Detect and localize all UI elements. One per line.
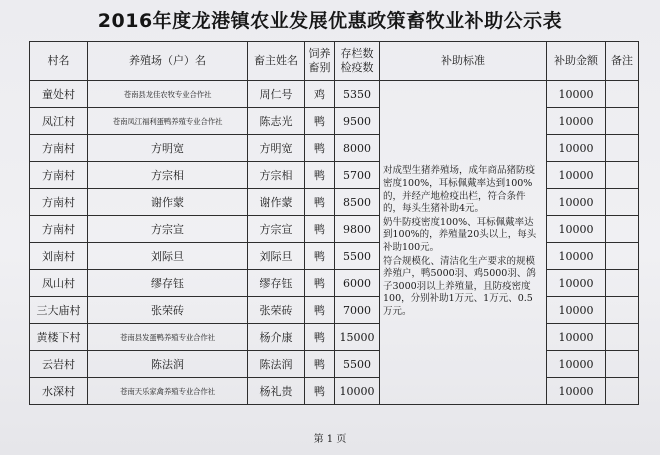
cell-village: 方南村 — [30, 216, 88, 243]
cell-village: 方南村 — [30, 135, 88, 162]
header-owner: 畜主姓名 — [248, 42, 305, 81]
cell-animal: 鸭 — [305, 108, 335, 135]
standard-paragraph: 奶牛防疫密度100%、耳标佩戴率达到100%的，养殖量20头以上，每头补助100元。 — [383, 216, 537, 253]
table-row — [30, 297, 639, 324]
cell-owner: 杨礼贵 — [248, 378, 305, 405]
header-amount: 补助金额 — [547, 42, 606, 81]
cell-count: 5500 — [335, 351, 380, 378]
cell-amount: 10000 — [547, 378, 606, 405]
cell-count: 8500 — [335, 189, 380, 216]
table-row — [30, 108, 639, 135]
cell-count: 15000 — [335, 324, 380, 351]
cell-village: 童处村 — [30, 81, 88, 108]
header-count-line2: 检疫数 — [340, 61, 374, 74]
cell-owner: 方宗宣 — [248, 216, 305, 243]
cell-note — [606, 135, 639, 162]
cell-count: 9500 — [335, 108, 380, 135]
cell-count: 9800 — [335, 216, 380, 243]
page-number: 第 1 页 — [313, 434, 347, 445]
cell-note — [606, 378, 639, 405]
cell-animal: 鸭 — [305, 243, 335, 270]
cell-amount: 10000 — [547, 297, 606, 324]
subsidy-table — [29, 41, 639, 405]
header-standard: 补助标准 — [380, 42, 547, 81]
cell-count: 10000 — [335, 378, 380, 405]
cell-count: 5350 — [335, 81, 380, 108]
cell-amount: 10000 — [547, 324, 606, 351]
table-header-row — [30, 42, 639, 81]
cell-note — [606, 108, 639, 135]
cell-note — [606, 216, 639, 243]
cell-note — [606, 270, 639, 297]
cell-note — [606, 297, 639, 324]
cell-owner: 杨介康 — [248, 324, 305, 351]
document-title: 2016年度龙港镇农业发展优惠政策畜牧业补助公示表 — [97, 10, 563, 32]
table-row — [30, 351, 639, 378]
cell-farm: 刘际旦 — [88, 243, 248, 270]
cell-owner: 陈法润 — [248, 351, 305, 378]
cell-amount: 10000 — [547, 135, 606, 162]
table-row — [30, 378, 639, 405]
cell-owner: 谢作蒙 — [248, 189, 305, 216]
header-count-line1: 存栏数 — [340, 47, 374, 60]
cell-owner: 陈志光 — [248, 108, 305, 135]
cell-village: 黄楼下村 — [30, 324, 88, 351]
cell-amount: 10000 — [547, 81, 606, 108]
cell-animal: 鸭 — [305, 189, 335, 216]
cell-animal: 鸭 — [305, 351, 335, 378]
cell-village: 方南村 — [30, 162, 88, 189]
cell-note — [606, 243, 639, 270]
cell-animal: 鸭 — [305, 162, 335, 189]
cell-village: 云岩村 — [30, 351, 88, 378]
header-village: 村名 — [30, 42, 88, 81]
cell-village: 凤山村 — [30, 270, 88, 297]
cell-farm: 陈法润 — [88, 351, 248, 378]
cell-farm: 方宗相 — [88, 162, 248, 189]
cell-note — [606, 81, 639, 108]
cell-owner: 方明宽 — [248, 135, 305, 162]
subsidy-standard-cell — [380, 81, 547, 405]
cell-animal: 鸭 — [305, 378, 335, 405]
cell-farm: 苍南凤江福利蛋鸭养殖专业合作社 — [88, 108, 248, 135]
cell-note — [606, 351, 639, 378]
cell-count: 5700 — [335, 162, 380, 189]
cell-farm: 张荣砖 — [88, 297, 248, 324]
cell-count: 6000 — [335, 270, 380, 297]
cell-amount: 10000 — [547, 189, 606, 216]
cell-animal: 鸭 — [305, 324, 335, 351]
cell-farm: 苍南县发蛋鸭养殖专业合作社 — [88, 324, 248, 351]
cell-owner: 张荣砖 — [248, 297, 305, 324]
cell-amount: 10000 — [547, 108, 606, 135]
cell-farm: 苍南县龙佳农牧专业合作社 — [88, 81, 248, 108]
header-count — [335, 42, 380, 81]
cell-note — [606, 162, 639, 189]
header-animal-line1: 饲养 — [308, 47, 331, 60]
cell-amount: 10000 — [547, 351, 606, 378]
cell-animal: 鸭 — [305, 216, 335, 243]
header-animal — [305, 42, 335, 81]
cell-owner: 周仁号 — [248, 81, 305, 108]
cell-amount: 10000 — [547, 162, 606, 189]
cell-note — [606, 189, 639, 216]
cell-count: 5500 — [335, 243, 380, 270]
header-animal-line2: 畜别 — [308, 61, 331, 74]
cell-note — [606, 324, 639, 351]
cell-amount: 10000 — [547, 216, 606, 243]
cell-animal: 鸡 — [305, 81, 335, 108]
cell-village: 三大庙村 — [30, 297, 88, 324]
cell-animal: 鸭 — [305, 297, 335, 324]
table-row — [30, 189, 639, 216]
table-row — [30, 216, 639, 243]
table-row — [30, 324, 639, 351]
cell-owner: 刘际旦 — [248, 243, 305, 270]
table-row — [30, 243, 639, 270]
cell-owner: 缪存钰 — [248, 270, 305, 297]
cell-farm: 苍南天乐家禽养殖专业合作社 — [88, 378, 248, 405]
cell-village: 刘南村 — [30, 243, 88, 270]
cell-count: 8000 — [335, 135, 380, 162]
standard-paragraph: 对成型生猪养殖场，成年商品猪防疫密度100%，耳标佩戴率达到100%的，并经产地检疫出栏，符合条件的，每头生猪补助4元。 — [383, 165, 536, 215]
cell-farm: 谢作蒙 — [88, 189, 248, 216]
cell-village: 水深村 — [30, 378, 88, 405]
cell-farm: 方宗宣 — [88, 216, 248, 243]
cell-count: 7000 — [335, 297, 380, 324]
cell-animal: 鸭 — [305, 135, 335, 162]
standard-paragraph: 符合规模化、清洁化生产要求的规模养殖户，鸭5000羽、鸡5000羽、鸽子3000羽以上养殖量，且防疫密度100，分别补助1万元、1万元、0.5万元。 — [383, 255, 536, 317]
cell-village: 方南村 — [30, 189, 88, 216]
table-row — [30, 135, 639, 162]
cell-farm: 缪存钰 — [88, 270, 248, 297]
table-row — [30, 162, 639, 189]
cell-amount: 10000 — [547, 243, 606, 270]
cell-owner: 方宗相 — [248, 162, 305, 189]
cell-animal: 鸭 — [305, 270, 335, 297]
header-note: 备注 — [606, 42, 639, 81]
cell-farm: 方明宽 — [88, 135, 248, 162]
cell-amount: 10000 — [547, 270, 606, 297]
cell-village: 凤江村 — [30, 108, 88, 135]
table-row — [30, 270, 639, 297]
table-row — [30, 81, 639, 108]
header-farm: 养殖场（户）名 — [88, 42, 248, 81]
